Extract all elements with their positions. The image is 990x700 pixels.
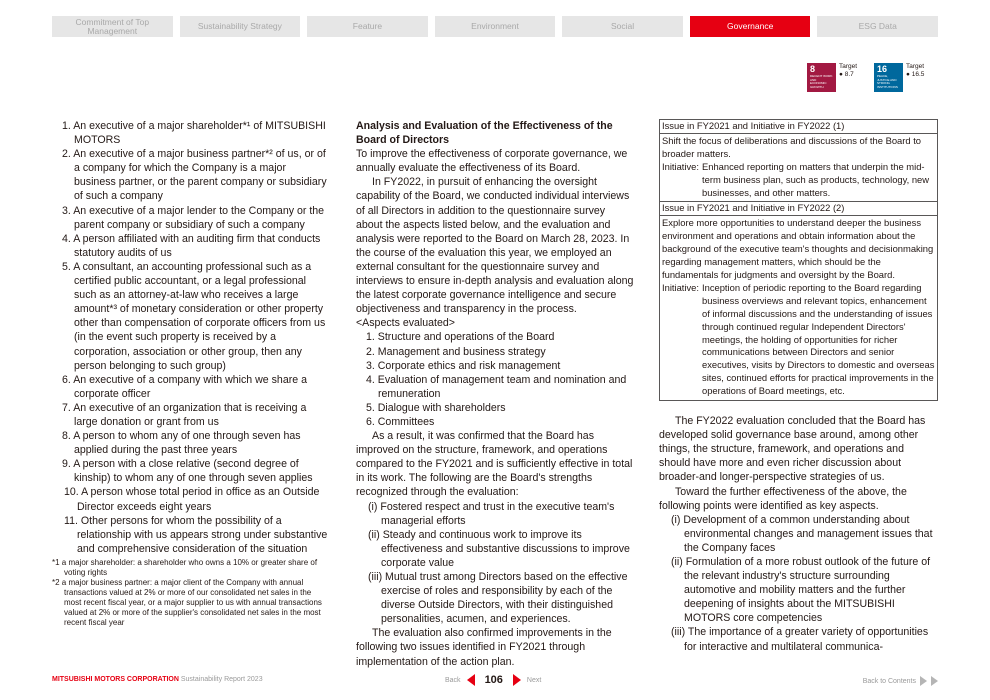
tab-environment[interactable]: Environment <box>435 16 556 37</box>
list-item: 6. An executive of a company with which we share a corporate officer <box>62 373 307 400</box>
sdg-number: 8 <box>810 64 816 74</box>
tab-commitment-of-top-management[interactable]: Commitment of Top Management <box>52 16 173 37</box>
back-to-contents-label[interactable]: Back to Contents <box>862 677 916 685</box>
independence-criteria-column <box>52 119 330 628</box>
back-arrow-icon[interactable] <box>467 674 475 686</box>
list-item: (iii) The importance of a greater variety of opportunities for interactive and multilateral communica- <box>671 626 929 653</box>
initiative-label: Initiative: <box>662 160 699 172</box>
aspects-title: <Aspects evaluated> <box>356 317 455 330</box>
target-caption: Target <box>906 63 925 70</box>
target-number: ● 8.7 <box>839 70 854 78</box>
sdg-target-label <box>906 63 924 78</box>
initiative-text: Inception of periodic reporting to the Board regarding business overviews and relevant topics, enhancement of informal discussions and the understanding of issues through continued regular Independent Directors' meetings, the holding of opportunities for richer communications between Directors and senior executives, visits by Directors to domestic and overseas sites, continued efforts for practical improvements in the operations of Board meetings, etc. <box>702 281 935 397</box>
list-item: (i) Fostered respect and trust in the executive team's managerial efforts <box>368 500 615 527</box>
list-item: 4. A person affiliated with an auditing firm that conducts statutory audits of us <box>62 232 321 259</box>
back-link[interactable]: Back <box>445 676 461 684</box>
list-item: 1. An executive of a major shareholder*¹ of MITSUBISHI MOTORS <box>62 120 326 147</box>
paragraph: The FY2022 evaluation concluded that the Board has developed solid governance base around, among other things, the structure, framework, and operations and should have more and even richer discussion about broader-and longer-perspective strategies of us. <box>659 415 926 484</box>
issues-table <box>659 119 938 401</box>
sdg-target-16 <box>874 63 924 92</box>
list-item: 5. Dialogue with shareholders <box>366 401 506 414</box>
list-item: 3. An executive of a major lender to the Company or the parent company or subsidiary of such a company <box>62 204 325 231</box>
list-item: 8. A person to whom any of one through seven has applied during the past three years <box>62 430 301 457</box>
section-heading: Analysis and Evaluation of the Effectiveness of the Board of Directors <box>356 120 613 147</box>
target-number: ● 16.5 <box>906 70 925 78</box>
list-item: 7. An executive of an organization that is receiving a large donation or grant from us <box>62 401 307 428</box>
issue-heading: Issue in FY2021 and Initiative in FY2022 (1) <box>660 120 937 134</box>
list-item: 9. A person with a close relative (second degree of kinship) to whom any of one through seven applies <box>62 458 313 485</box>
list-item: 10. A person whose total period in office as an Outside Director exceeds eight years <box>64 486 320 513</box>
next-link[interactable]: Next <box>526 676 542 684</box>
initiative-label: Initiative: <box>662 281 699 293</box>
double-chevron-icon[interactable] <box>931 676 938 686</box>
top-navigation <box>52 16 938 37</box>
issue-description: Shift the focus of deliberations and discussions of the Board to broader matters. <box>662 134 922 159</box>
next-arrow-icon[interactable] <box>513 674 521 686</box>
footnote: *1 a major shareholder: a shareholder who owns a 10% or greater share of voting rights <box>52 557 318 577</box>
tab-feature[interactable]: Feature <box>307 16 428 37</box>
list-item: (ii) Steady and continuous work to improve its effectiveness and substantive discussions to improve corporate value <box>368 528 630 569</box>
list-item: (i) Development of a common understanding about environmental changes and management issues that the Company faces <box>671 513 933 554</box>
issues-and-conclusion-column <box>659 119 938 654</box>
paragraph: The evaluation also confirmed improvements in the following two issues identified in FY2021 through implementation of the action plan. <box>356 627 612 668</box>
list-item: 2. Management and business strategy <box>366 345 546 358</box>
sdg-target-8 <box>807 63 857 92</box>
initiative-row <box>662 161 935 200</box>
footnote: *2 a major business partner: a major client of the Company with annual transactions valued at 2% or more of our consolidated net sales in the most recent fiscal year, or a major supplier to us with annual transactions valued at 2% or more of the supplier's consolidated net sales in the most recent fiscal year <box>52 577 322 627</box>
sdg-16-icon <box>874 63 903 92</box>
tab-esg-data[interactable]: ESG Data <box>817 16 938 37</box>
paragraph: In FY2022, in pursuit of enhancing the oversight capability of the Board, we conducted individual interviews of all Directors in addition to the questionnaire survey about the aspects listed below, and the evaluation and analysis were reported to the Board on March 28, 2023. In the course of the evaluation this year, we employed an external consultant for the questionnaire survey and interviews to ensure in-depth analysis and evaluation along the latest corporate governance intelligence and secure objectiveness and transparency in the process. <box>356 176 634 316</box>
tab-sustainability-strategy[interactable]: Sustainability Strategy <box>180 16 301 37</box>
sdg-target-label <box>839 63 857 78</box>
list-item: 5. A consultant, an accounting professional such as a certified public accountant, or a legal professional such as an attorney-at-law who receives a large amount*³ of monetary consideration or other property other than compensation of corporate officers from us (in the event such property is received by a corporation, association or other group, then any person belonging to such group) <box>62 260 326 372</box>
sdg-goal-name: PEACE, JUSTICE AND STRONG INSTITUTIONS <box>877 74 898 89</box>
list-item: 6. Committees <box>366 415 435 428</box>
double-chevron-icon[interactable] <box>920 676 927 686</box>
initiative-row <box>662 282 935 398</box>
tab-social[interactable]: Social <box>562 16 683 37</box>
list-item: 2. An executive of a major business partner*² of us, or of a company for which the Company is a major business partner, or the parent company or subsidiary of such a company <box>62 148 327 203</box>
paragraph: Toward the further effectiveness of the above, the following points were identified as key aspects. <box>659 485 907 512</box>
paragraph: As a result, it was confirmed that the Board has improved on the structure, framework, and operations compared to the FY2021 and is sufficiently effective in total in its work. The following are the Board's strengths recognized through the evaluation: <box>356 430 633 499</box>
sdg-number: 16 <box>877 64 888 74</box>
issue-body <box>660 216 937 400</box>
issue-heading: Issue in FY2021 and Initiative in FY2022 (2) <box>660 201 937 216</box>
back-to-contents-link[interactable] <box>863 676 938 686</box>
list-item: (iii) Mutual trust among Directors based on the effective exercise of roles and responsibility by each of the diverse Outside Directors, with their distinguished personalities, acumen, and experiences. <box>368 571 628 626</box>
report-name: Sustainability Report 2023 <box>180 676 263 683</box>
board-evaluation-column <box>356 119 634 669</box>
tab-governance[interactable]: Governance <box>690 16 811 37</box>
list-item: (ii) Formulation of a more robust outlook of the future of the relevant industry's structure surrounding automotive and mobility matters and the further deepening of insights about the MITSUBISHI MOTORS core competencies <box>671 555 931 625</box>
page-footer <box>52 674 938 690</box>
list-item: 3. Corporate ethics and risk management <box>366 359 561 372</box>
sdg-8-icon <box>807 63 836 92</box>
list-item: 4. Evaluation of management team and nomination and remuneration <box>366 373 627 400</box>
issue-description: Explore more opportunities to understand deeper the business environment and operations and obtain information about the background of the executive team's thoughts and decisionmaking regarding management matters, which should be the fundamentals for judgments and oversight by the Board. <box>662 217 934 280</box>
list-item: 11. Other persons for whom the possibility of a relationship with us appears strong under substantive and comprehensive consideration of the situation <box>64 514 328 555</box>
list-item: 1. Structure and operations of the Board <box>366 331 555 344</box>
target-caption: Target <box>839 63 858 70</box>
issue-body <box>660 134 937 202</box>
company-name: MITSUBISHI MOTORS CORPORATION <box>52 676 179 683</box>
initiative-text: Enhanced reporting on matters that underpin the mid-term business plan, such as products, technology, new businesses, and other matters. <box>702 160 930 198</box>
footer-brand <box>52 676 263 683</box>
paragraph: To improve the effectiveness of corporate governance, we annually evaluate the effectiveness of its Board. <box>356 148 628 175</box>
pager <box>445 674 541 686</box>
sdg-goal-name: DECENT WORK AND ECONOMIC GROWTH <box>810 74 833 89</box>
page-number: 106 <box>484 674 503 686</box>
